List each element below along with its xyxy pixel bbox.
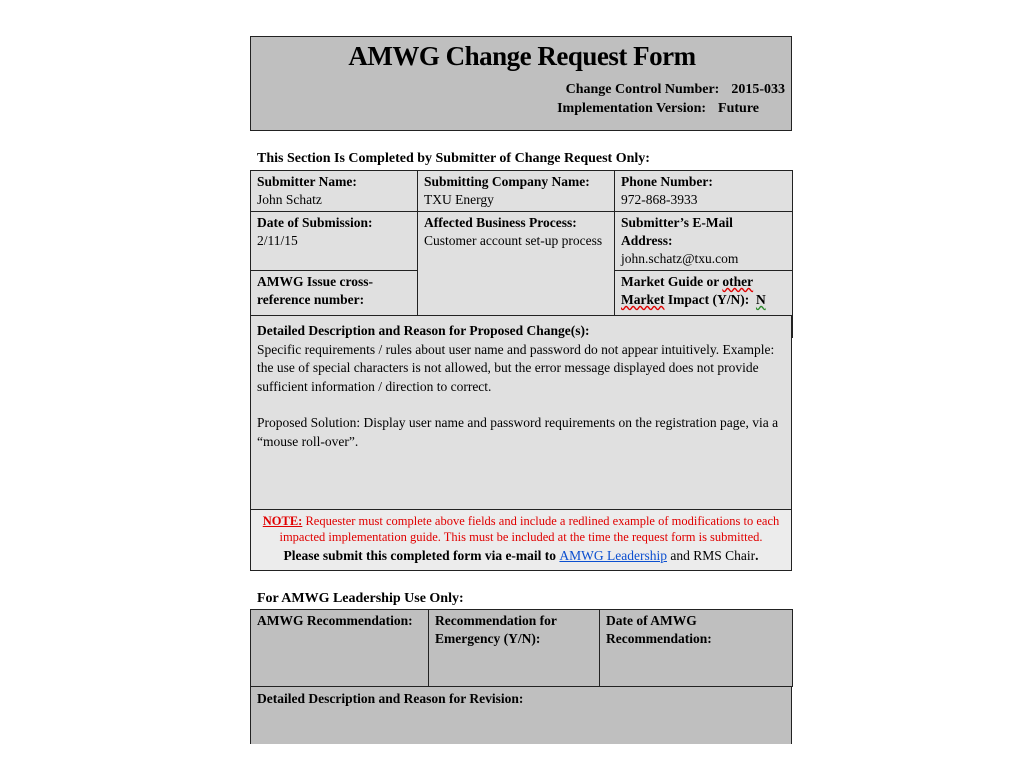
description-paragraph-1: Specific requirements / rules about user name and password do not appear intuitively. Example: the use of special characters is not allowed, but the error message displayed does not provide sufficient information / direction to correct. [257, 341, 775, 394]
email-value: john.schatz@txu.com [621, 251, 739, 266]
revision-label: Detailed Description and Reason for Revision: [257, 691, 524, 706]
submitter-table [250, 170, 793, 338]
ccn-value: 2015-033 [731, 82, 785, 97]
leadership-table [250, 609, 793, 687]
company-cell [418, 171, 615, 212]
phone-value: 972-868-3933 [621, 192, 698, 207]
note-body: Requester must complete above fields and include a redlined example of modifications to each impacted implementation guide. This must be included at the time the request form is submitted. [279, 514, 780, 544]
note-label: NOTE: [262, 514, 303, 528]
form-title: AMWG Change Request Form [348, 41, 696, 71]
market-guide-label-b: other Market [621, 274, 754, 307]
email-cell [615, 212, 793, 271]
emergency-label: Recommendation for Emergency (Y/N): [435, 613, 557, 646]
market-guide-value: N [755, 292, 766, 307]
issue-ref-label: AMWG Issue cross-reference number: [257, 274, 373, 307]
change-control-number [566, 82, 785, 98]
process-value: Customer account set-up process [424, 233, 603, 248]
market-guide-label [621, 273, 786, 309]
detailed-description-box [250, 315, 792, 510]
emergency-cell [429, 610, 600, 687]
submit-prefix: Please submit this completed form via e-mail to [283, 548, 560, 563]
recommendation-date-cell [600, 610, 793, 687]
recommendation-date-label: Date of AMWG Recommendation: [606, 613, 712, 646]
submit-instructions [251, 548, 791, 564]
phone-label: Phone Number: [621, 174, 713, 189]
email-label: Submitter’s E-Mail Address: [621, 215, 733, 248]
revision-description-box [250, 686, 792, 744]
note-box [250, 509, 792, 571]
impl-label: Implementation Version: [557, 101, 707, 116]
description-paragraph-2: Proposed Solution: Display user name and password requirements on the registration page, via a “mouse roll-over”. [257, 415, 779, 449]
submit-suffix: and RMS Chair [667, 548, 756, 563]
process-label: Affected Business Process: [424, 215, 577, 230]
submitter-name-value: John Schatz [257, 192, 322, 207]
date-label: Date of Submission: [257, 215, 373, 230]
impl-value: Future [718, 101, 759, 116]
company-value: TXU Energy [424, 192, 494, 207]
submitter-name-cell [251, 171, 418, 212]
date-cell [251, 212, 418, 271]
submit-end: . [755, 548, 759, 563]
market-guide-label-a: Market Guide or [621, 274, 723, 289]
note-text [251, 513, 791, 545]
submitter-name-label: Submitter Name: [257, 174, 357, 189]
company-label: Submitting Company Name: [424, 174, 590, 189]
recommendation-label: AMWG Recommendation: [257, 613, 413, 628]
ccn-label: Change Control Number: [565, 82, 720, 97]
form-header [250, 36, 792, 131]
date-value: 2/11/15 [257, 233, 298, 248]
recommendation-cell [251, 610, 429, 687]
implementation-version [557, 101, 759, 117]
leadership-section-caption: For AMWG Leadership Use Only: [257, 591, 464, 606]
description-heading: Detailed Description and Reason for Proposed Change(s): [257, 323, 590, 338]
phone-cell [615, 171, 793, 212]
submitter-section-caption: This Section Is Completed by Submitter of Change Request Only: [257, 151, 650, 166]
amwg-leadership-link[interactable]: AMWG Leadership [559, 548, 668, 563]
market-guide-label-c: Impact (Y/N): [664, 292, 750, 307]
